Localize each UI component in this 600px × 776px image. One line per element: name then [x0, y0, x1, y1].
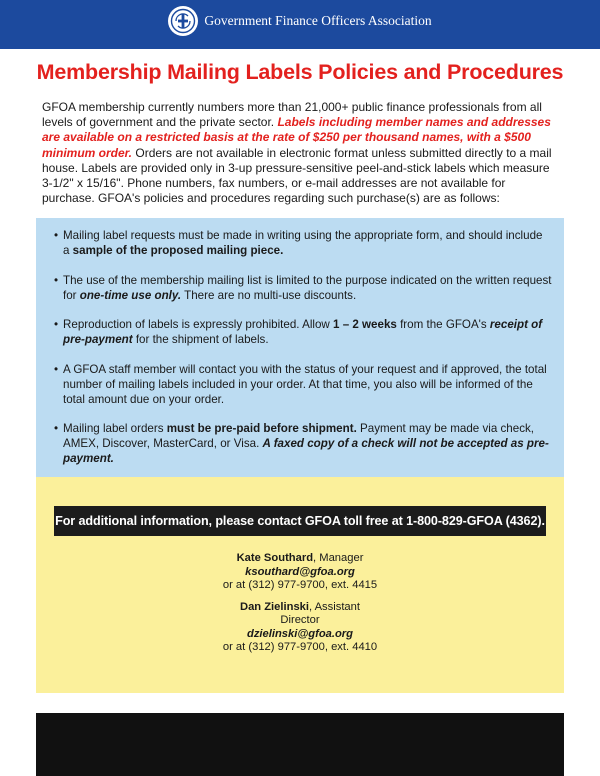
policy-text: A GFOA staff member will contact you with the status of your request and if approved, the total number of mailing labels included in your order. At that time, you also will be informed of the total amount due on your order. — [63, 362, 547, 406]
policy-emphasis: must be pre-paid before shipment. — [166, 422, 357, 436]
header-bar — [0, 0, 600, 49]
contact-panel — [36, 477, 564, 693]
contact-role: , Assistant — [309, 600, 360, 613]
list-item — [54, 362, 552, 407]
contact-dan-zielinski — [200, 601, 400, 655]
page-title: Membership Mailing Labels Policies and Procedures — [36, 60, 564, 84]
policy-text: for the shipment of labels. — [132, 333, 269, 347]
policy-emphasis: one-time use only. — [79, 288, 182, 302]
contact-phone: or at (312) 977-9700, ext. 4415 — [222, 579, 378, 591]
contacts-list — [200, 552, 400, 663]
contact-role: , Manager — [313, 552, 364, 564]
contact-kate-southard — [200, 552, 400, 593]
policies-list — [36, 218, 564, 496]
policy-emphasis: 1 – 2 weeks — [333, 318, 397, 332]
contact-name-line — [200, 601, 400, 615]
contact-name: Kate Southard — [236, 552, 314, 564]
policies-panel — [36, 218, 564, 477]
contact-name: Dan Zielinski — [239, 600, 309, 613]
intro-pricing-highlight: Labels including member names and addresses are available on a restricted basis at the rate of $250 per thousand names, with a $500 minimum order. — [42, 115, 551, 160]
list-item — [54, 228, 552, 258]
org-name: Government Finance Officers Association — [204, 12, 432, 28]
intro-text-1: GFOA membership currently numbers more than 21,000+ public finance professionals from all levels of government and the private sector. — [42, 100, 542, 130]
contact-banner: For additional information, please contact GFOA toll free at 1-800-829-GFOA (4362). — [54, 506, 546, 536]
policy-emphasis: receipt of pre-payment — [63, 318, 543, 347]
policy-emphasis: sample of the proposed mailing piece. — [72, 244, 284, 257]
policy-emphasis: A faxed copy of a check will not be accepted as pre-payment. — [63, 437, 549, 466]
policy-text: Mailing label requests must be made in writing using the appropriate form, and should include a — [63, 229, 543, 257]
contact-name-line — [200, 552, 400, 566]
list-item — [54, 421, 552, 466]
gfoa-seal-icon — [168, 6, 198, 36]
contact-email-link[interactable]: ksouthard@gfoa.org — [245, 565, 355, 578]
contact-phone: or at (312) 977-9700, ext. 4410 — [222, 641, 378, 653]
intro-text-3: Orders are not available in electronic format unless submitted directly to a mail house. Labels are provided only in 3-up pressure-sensitive peel-and-stick labels which measure 3-1/2" x 15/16". Phone numbers, fax numbers, or e-mail addresses are not available for purchase. GFOA's policies and procedures regarding such purchase(s) are as follows: — [42, 145, 552, 206]
list-item — [54, 317, 552, 347]
list-item — [54, 273, 552, 303]
policy-text: There are no multi-use discounts. — [181, 288, 357, 302]
policy-text: Reproduction of labels is expressly prohibited. Allow — [63, 318, 334, 332]
contact-role-continued: Director — [280, 614, 320, 626]
policy-text: Mailing label orders — [63, 422, 167, 436]
policy-text: The use of the membership mailing list is limited to the purpose indicated on the written request for — [63, 273, 552, 302]
policy-text: Payment may be made via check, AMEX, Discover, MasterCard, or Visa. — [63, 422, 535, 451]
intro-paragraph — [42, 100, 560, 206]
policy-text: from the GFOA's — [396, 318, 490, 332]
contact-email-link[interactable]: dzielinski@gfoa.org — [246, 627, 353, 640]
footer-bar — [36, 713, 564, 776]
